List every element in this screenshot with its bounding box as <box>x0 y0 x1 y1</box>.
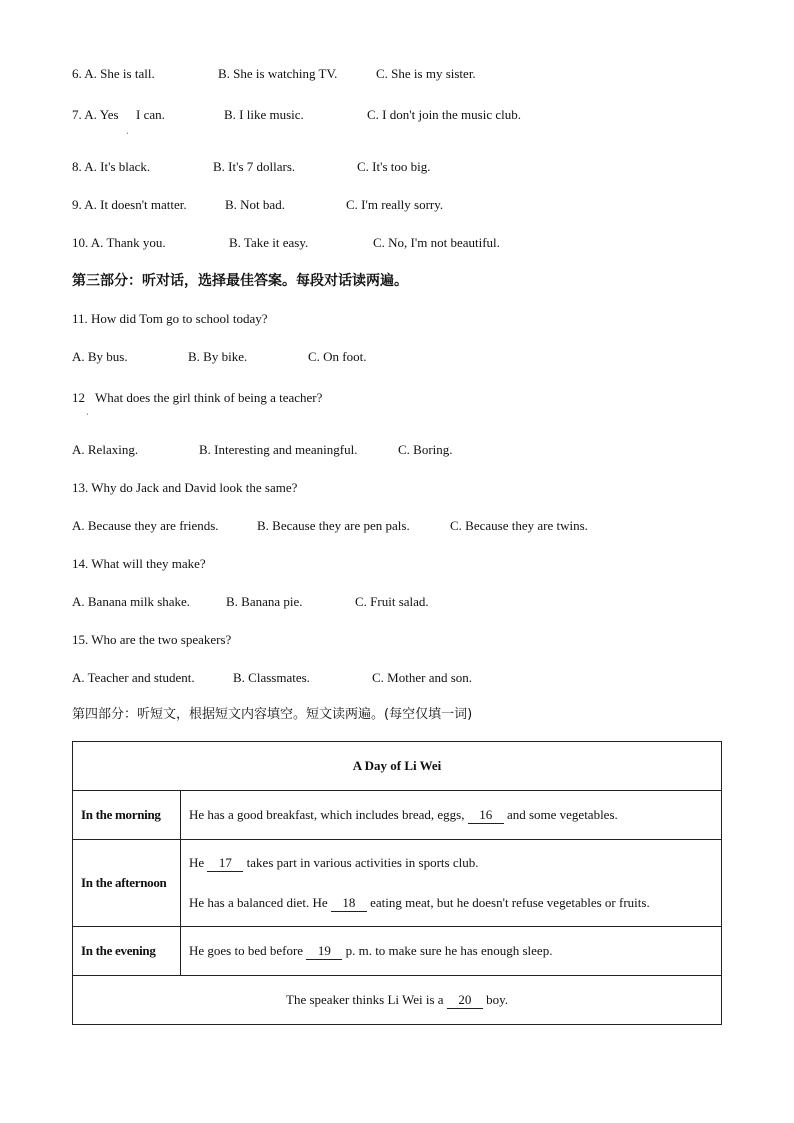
question-number: 9. <box>72 197 82 212</box>
text: He goes to bed before <box>189 942 307 958</box>
option-c: C. Because they are twins. <box>450 518 588 533</box>
question-14: 14. What will they make? <box>72 556 206 571</box>
option-a: A. It's black. <box>84 159 151 174</box>
row-content <box>181 840 722 927</box>
question-6 <box>72 66 155 82</box>
option-a: A. She is tall. <box>84 66 155 81</box>
question-12: What does the girl think of being a teacher? <box>95 390 323 405</box>
option-b: B. Take it easy. <box>229 235 309 250</box>
option-a: A. Relaxing. <box>72 442 139 457</box>
question-12-number: 12 <box>72 390 85 405</box>
option-a: A. Thank you. <box>90 235 166 250</box>
text: He has a balanced diet. He <box>189 894 331 910</box>
row-content <box>181 927 722 976</box>
row-content <box>181 791 722 840</box>
answer-blank: 18 <box>331 895 367 912</box>
option-c: C. Boring. <box>398 442 453 457</box>
question-13: 13. Why do Jack and David look the same? <box>72 480 298 495</box>
part3-heading: 第三部分：听对话，选择最佳答案。每段对话读两遍。 <box>72 273 408 289</box>
table-row <box>73 791 722 840</box>
answer-blank: 19 <box>306 943 342 960</box>
question-7 <box>72 107 119 123</box>
text: He has a good breakfast, which includes bread, eggs, <box>189 806 468 822</box>
table-row <box>73 927 722 976</box>
question-9 <box>72 197 187 213</box>
option-a: A. It doesn't matter. <box>84 197 187 212</box>
answer-blank: 16 <box>468 807 504 824</box>
option-c: C. Mother and son. <box>372 670 473 685</box>
option-c: C. I'm really sorry. <box>346 197 444 212</box>
row-label: In the evening <box>73 927 181 976</box>
text: and some vegetables. <box>503 806 618 822</box>
day-table <box>72 741 722 1025</box>
question-11: 11. How did Tom go to school today? <box>72 311 268 326</box>
option-c: C. Fruit salad. <box>355 594 429 609</box>
question-15: 15. Who are the two speakers? <box>72 632 232 647</box>
comma-mark: ˌ <box>126 124 129 134</box>
option-a: A. Because they are friends. <box>72 518 219 533</box>
table-footer <box>73 976 722 1025</box>
question-number: 10. <box>72 235 89 250</box>
option-c: C. No, I'm not beautiful. <box>373 235 500 250</box>
option-c: C. On foot. <box>308 349 367 364</box>
text: eating meat, but he doesn't refuse vegetables or fruits. <box>366 894 650 910</box>
option-a: A. Teacher and student. <box>72 670 195 685</box>
option-b: B. Because they are pen pals. <box>257 518 410 533</box>
question-number: 8. <box>72 159 82 174</box>
option-c: C. She is my sister. <box>376 66 476 81</box>
option-b: B. It's 7 dollars. <box>213 159 296 174</box>
option-b: B. Not bad. <box>225 197 285 212</box>
text: p. m. to make sure he has enough sleep. <box>342 942 553 958</box>
option-c: C. It's too big. <box>357 159 431 174</box>
question-8 <box>72 159 150 175</box>
text: takes part in various activities in sports club. <box>243 854 479 870</box>
option-a: A. By bus. <box>72 349 128 364</box>
dot-mark: ˌ <box>86 405 89 415</box>
answer-blank: 17 <box>207 855 243 872</box>
answer-blank: 20 <box>447 992 483 1009</box>
row-label: In the morning <box>73 791 181 840</box>
row-label: In the afternoon <box>73 840 181 927</box>
table-title: A Day of Li Wei <box>73 742 722 791</box>
option-a-continued: I can. <box>136 107 165 122</box>
question-10 <box>72 235 166 251</box>
option-a: A. Banana milk shake. <box>72 594 191 609</box>
option-a: A. Yes <box>84 107 119 122</box>
option-b: B. I like music. <box>224 107 304 122</box>
question-number: 7. <box>72 107 82 122</box>
option-b: B. Interesting and meaningful. <box>199 442 358 457</box>
option-b: B. She is watching TV. <box>218 66 338 81</box>
text: He <box>189 854 208 870</box>
question-number: 6. <box>72 66 82 81</box>
text: boy. <box>482 991 508 1007</box>
part4-heading: 第四部分：听短文，根据短文内容填空。短文读两遍。(每空仅填一词) <box>72 707 473 722</box>
option-c: C. I don't join the music club. <box>367 107 521 122</box>
option-b: B. Banana pie. <box>226 594 303 609</box>
option-b: B. By bike. <box>188 349 248 364</box>
text: The speaker thinks Li Wei is a <box>286 991 447 1007</box>
option-b: B. Classmates. <box>233 670 310 685</box>
table-row <box>73 840 722 927</box>
